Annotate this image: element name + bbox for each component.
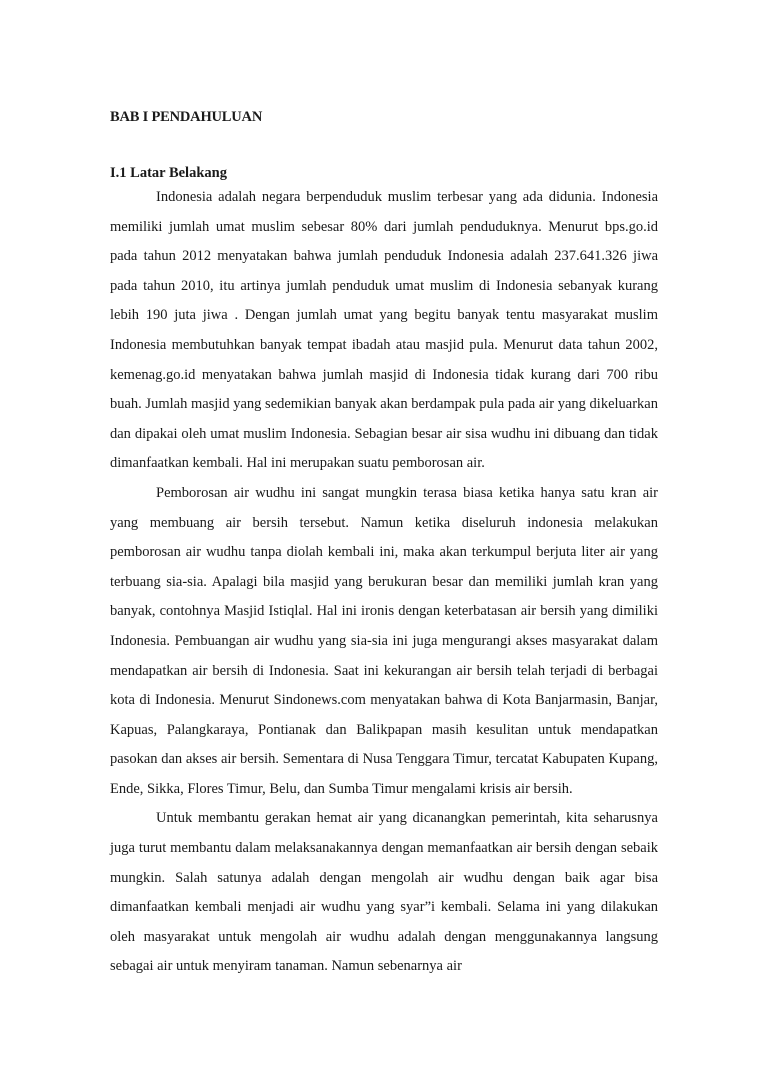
document-body: [110, 107, 658, 982]
paragraph-1: Indonesia adalah negara berpenduduk muslim terbesar yang ada didunia. Indonesia memiliki jumlah umat muslim sebesar 80% dari jumlah penduduknya. Menurut bps.go.id pada tahun 2012 menyatakan bahwa jumlah penduduk Indonesia adalah 237.641.326 jiwa pada tahun 2010, itu artinya jumlah penduduk umat muslim di Indonesia sebanyak kurang lebih 190 juta jiwa . Dengan jumlah umat yang begitu banyak tentu masyarakat muslim Indonesia membutuhkan banyak tempat ibadah atau masjid pula. Menurut data tahun 2002, kemenag.go.id menyatakan bahwa jumlah masjid di Indonesia tidak kurang dari 700 ribu buah. Jumlah masjid yang sedemikian banyak akan berdampak pula pada air yang dikeluarkan dan dipakai oleh umat muslim Indonesia. Sebagian besar air sisa wudhu ini dibuang dan tidak dimanfaatkan kembali. Hal ini merupakan suatu pemborosan air.: [110, 189, 658, 472]
paragraph-3: Untuk membantu gerakan hemat air yang dicanangkan pemerintah, kita seharusnya juga turut membantu dalam melaksanakannya dengan memanfaatkan air bersih dengan sebaik mungkin. Salah satunya adalah dengan mengolah air wudhu dengan baik agar bisa dimanfaatkan kembali menjadi air wudhu yang syar”i kembali. Selama ini yang dilakukan oleh masyarakat untuk mengolah air wudhu adalah dengan menggunakannya langsung sebagai air untuk menyiram tanaman. Namun sebenarnya air: [110, 810, 658, 975]
section-title: I.1 Latar Belakang: [110, 165, 227, 181]
chapter-title: BAB I PENDAHULUAN: [110, 109, 263, 125]
paragraph-2: Pemborosan air wudhu ini sangat mungkin terasa biasa ketika hanya satu kran air yang membuang air bersih tersebut. Namun ketika diseluruh indonesia melakukan pemborosan air wudhu tanpa diolah kembali ini, maka akan terkumpul berjuta liter air yang terbuang sia-sia. Apalagi bila masjid yang berukuran besar dan memiliki jumlah kran yang banyak, contohnya Masjid Istiqlal. Hal ini ironis dengan keterbatasan air bersih yang dimiliki Indonesia. Pembuangan air wudhu yang sia-sia ini juga mengurangi akses masyarakat dalam mendapatkan air bersih di Indonesia. Saat ini kekurangan air bersih telah terjadi di berbagai kota di Indonesia. Menurut Sindonews.com menyatakan bahwa di Kota Banjarmasin, Banjar, Kapuas, Palangkaraya, Pontianak dan Balikpapan masih kesulitan untuk mendapatkan pasokan dan akses air bersih. Sementara di Nusa Tenggara Timur, tercatat Kabupaten Kupang, Ende, Sikka, Flores Timur, Belu, dan Sumba Timur mengalami krisis air bersih.: [110, 484, 658, 797]
